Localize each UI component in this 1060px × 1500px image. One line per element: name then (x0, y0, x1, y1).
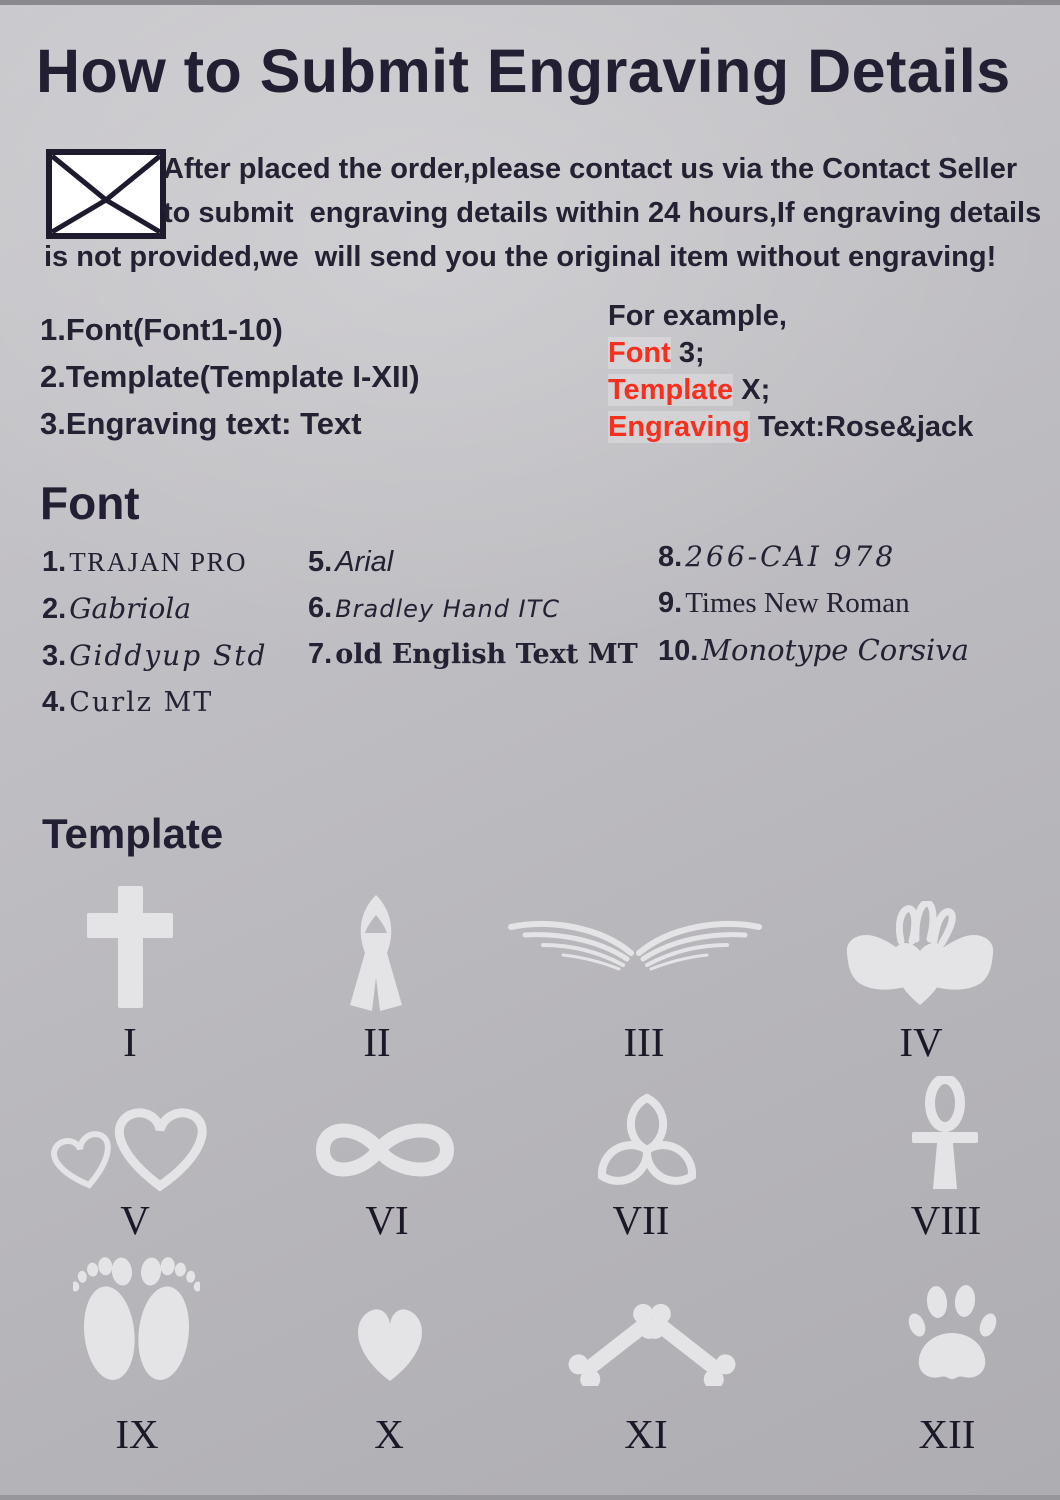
template-numeral-2: II (363, 1019, 391, 1065)
template-numeral-5: V (120, 1197, 150, 1243)
font-column-3 (658, 540, 969, 681)
font-item-5: 5. Arial (308, 546, 394, 578)
font-name-times-new-roman: Times New Roman (685, 587, 910, 619)
font-name-script-8: 266-CAI 978 (685, 540, 897, 573)
example-line-template (608, 374, 973, 411)
font-name-bradley-hand: Bradley Hand ITC (335, 595, 561, 623)
font-name-gabriola: Gabriola (69, 592, 192, 625)
font-item-1: 1. TRAJAN PRO (42, 546, 247, 578)
envelope-icon (46, 148, 166, 240)
font-item-10: 10. Monotype Corsiva (658, 633, 969, 667)
font-name-old-english: old English Text MT (335, 639, 638, 670)
claddagh-icon (843, 901, 997, 1013)
font-name-giddyup-std: Giddyup Std (69, 639, 268, 672)
font-name-monotype-corsiva: Monotype Corsiva (701, 633, 969, 667)
template-numeral-1: I (123, 1019, 137, 1065)
template-numeral-9: IX (115, 1411, 159, 1457)
example-engraving-value: Text:Rose&jack (749, 411, 974, 443)
instruction-item-2: 2.Template(Template I-XII) (40, 359, 420, 394)
cross-icon (87, 886, 173, 1008)
example-font-value: 3; (670, 337, 705, 369)
font-name-arial: Arial (335, 546, 394, 578)
example-block (608, 300, 973, 448)
font-item-7: 7. old English Text MT (308, 638, 638, 670)
example-engraving-keyword: Engraving (608, 411, 750, 443)
template-numeral-8: VIII (910, 1197, 982, 1243)
template-numeral-6: VI (365, 1197, 409, 1243)
template-numeral-4: IV (899, 1019, 943, 1065)
baby-footprints-icon (73, 1255, 200, 1383)
notice-line-1: After placed the order,please contact us via the Contact Seller (163, 153, 1018, 185)
page-title: How to Submit Engraving Details (36, 37, 1011, 105)
example-font-keyword: Font (608, 337, 671, 369)
font-item-2: 2. Gabriola (42, 592, 192, 625)
ankh-icon (912, 1076, 978, 1189)
example-template-value: X; (733, 374, 771, 406)
awareness-ribbon-icon (338, 893, 414, 1011)
top-edge-line (0, 0, 1060, 5)
notice-line-2: to submit engraving details within 24 hours,If engraving details (163, 197, 1042, 229)
instruction-item-3: 3.Engraving text: Text (40, 406, 362, 441)
font-section-heading: Font (40, 477, 140, 529)
bottom-edge-line (0, 1495, 1060, 1500)
double-hearts-icon (28, 1086, 223, 1194)
angel-wings-icon (505, 911, 765, 977)
font-item-4: 4. Curlz MT (42, 686, 214, 718)
example-template-keyword: Template (608, 374, 734, 406)
font-name-trajan-pro: TRAJAN PRO (69, 547, 247, 577)
trinity-knot-icon (592, 1090, 702, 1200)
font-item-6: 6. Bradley Hand ITC (308, 592, 561, 624)
font-column-1 (42, 546, 267, 732)
heart-icon (345, 1295, 435, 1384)
template-numeral-11: XI (624, 1411, 668, 1457)
font-item-9: 9. Times New Roman (658, 587, 910, 619)
notice-line-3: is not provided,we will send you the original item without engraving! (44, 241, 997, 273)
example-intro: For example, (608, 300, 787, 332)
example-line-engraving (608, 411, 973, 448)
example-line-font (608, 337, 973, 374)
template-numeral-12: XII (918, 1411, 976, 1457)
template-numeral-7: VII (612, 1197, 670, 1243)
font-item-3: 3. Giddyup Std (42, 639, 268, 672)
instruction-list (40, 312, 420, 453)
infinity-icon (307, 1110, 463, 1190)
font-column-2 (308, 546, 638, 684)
instruction-item-1: 1.Font(Font1-10) (40, 312, 283, 347)
template-section-heading: Template (42, 810, 224, 857)
dog-bones-icon (562, 1299, 742, 1386)
template-numeral-10: X (374, 1411, 404, 1457)
template-numeral-3: III (623, 1019, 665, 1065)
paw-print-icon (905, 1281, 1000, 1386)
font-name-curlz-mt: Curlz MT (69, 687, 214, 718)
font-item-8: 8. 266-CAI 978 (658, 540, 897, 573)
